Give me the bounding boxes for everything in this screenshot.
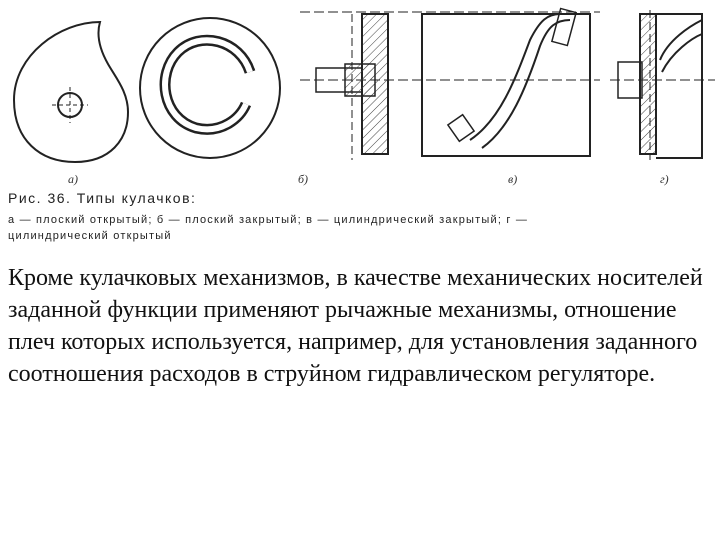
- figure-caption-title: Рис. 36. Типы кулачков:: [8, 190, 197, 206]
- label-a: а): [68, 172, 78, 186]
- figure-caption-line-1: а — плоский открытый; б — плоский закрытый; в — цилиндрический закрытый; г —: [8, 214, 529, 226]
- label-g: г): [660, 172, 669, 186]
- figure-caption-line-2: цилиндрический открытый: [8, 230, 172, 242]
- cam-drawings: [0, 0, 720, 180]
- cylindrical-closed-cam-drawing: [300, 9, 600, 160]
- body-paragraph: Кроме кулачковых механизмов, в качестве механических носителей заданной функции применяют рычажные механизмы, отношение плеч которых используется, например, для установления заданного соотношения расходов в струйном гидравлическом регуляторе.: [8, 265, 703, 387]
- label-b: б): [298, 172, 309, 186]
- cam-types-figure: [0, 0, 720, 250]
- cylindrical-open-cam-drawing: [610, 10, 715, 160]
- flat-open-cam-drawing: [14, 22, 128, 162]
- label-v: в): [508, 172, 518, 186]
- flat-closed-cam-drawing: [140, 18, 280, 158]
